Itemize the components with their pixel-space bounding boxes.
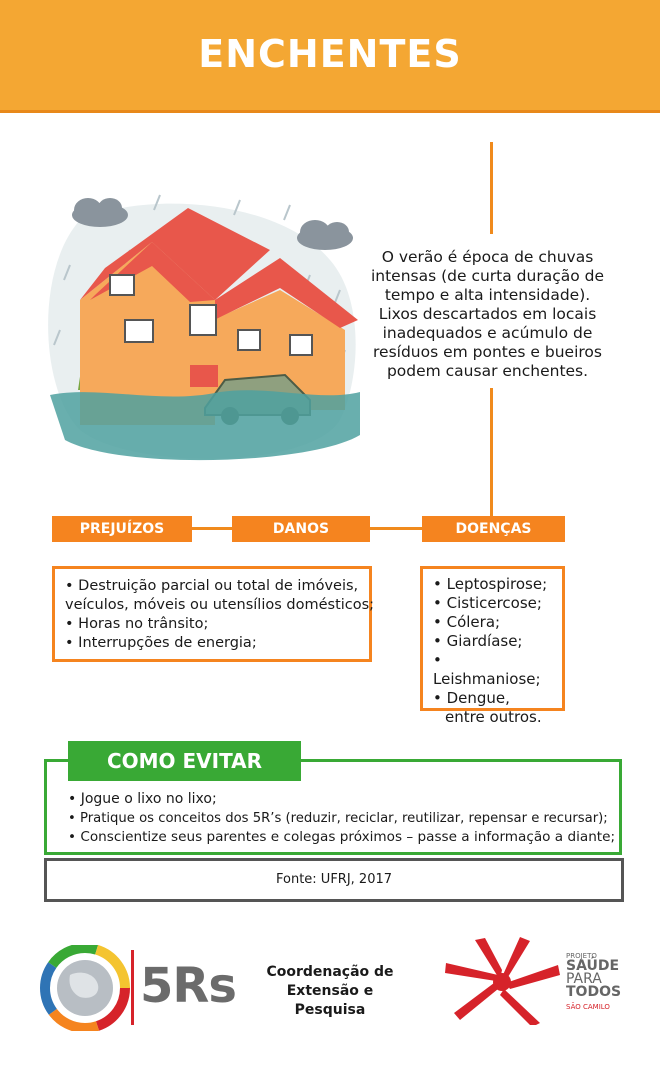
prejuizos-box — [52, 566, 375, 662]
connector-line-left — [192, 527, 232, 530]
logo-sub: SÃO CAMILO — [566, 1003, 610, 1011]
intro-line: O verão é época de chuvas — [381, 248, 594, 266]
globe-5rs-icon — [40, 945, 130, 1031]
prejuizo-item: • Interrupções de energia; — [65, 635, 257, 651]
doenca-item: • Dengue, — [433, 689, 510, 707]
doenca-item: • Cisticercose; — [433, 594, 542, 612]
intro-line: intensas (de curta duração de — [370, 267, 605, 285]
connector-line-right — [370, 527, 422, 530]
intro-paragraph — [360, 248, 615, 381]
intro-line: tempo e alta intensidade). — [384, 286, 591, 304]
coordination-line: Extensão e — [286, 983, 374, 999]
como-evitar-list — [68, 790, 615, 847]
intro-line: podem causar enchentes. — [386, 362, 589, 380]
como-evitar-title: COMO EVITAR — [68, 741, 301, 781]
prejuizo-item: veículos, móveis ou utensílios domésticos; — [65, 597, 375, 613]
connector-line-top — [490, 142, 493, 234]
coordination-line: Pesquisa — [294, 1002, 366, 1018]
flooded-house-illustration — [40, 180, 360, 470]
page-title: ENCHENTES — [198, 32, 462, 76]
intro-line: Lixos descartados em locais — [378, 305, 597, 323]
prejuizo-item: • Destruição parcial ou total de imóveis, — [65, 578, 359, 594]
doenca-item: • Leishmaniose; — [433, 651, 541, 688]
logo-5rs-text: 5Rs — [140, 958, 236, 1014]
source-text: Fonte: UFRJ, 2017 — [275, 872, 393, 887]
logo-line: TODOS — [566, 984, 622, 1000]
doenca-item: entre outros. — [445, 708, 542, 726]
logo-projeto: PROJETO — [566, 952, 597, 960]
saude-para-todos-logo — [566, 952, 621, 1011]
coordination-text — [265, 963, 395, 1020]
prejuizo-item: • Horas no trânsito; — [65, 616, 209, 632]
doencas-box — [420, 566, 565, 726]
coordination-line: Coordenação de — [266, 964, 394, 980]
tag-doencas: DOENÇAS — [422, 516, 565, 542]
intro-line: inadequados e acúmulo de — [382, 324, 593, 342]
como-evitar-item: • Jogue o lixo no lixo; — [68, 791, 217, 807]
hands-logo-icon — [440, 935, 570, 1025]
doenca-item: • Giardíase; — [433, 632, 523, 650]
intro-line: resíduos em pontes e bueiros — [373, 343, 602, 361]
como-evitar-item: • Conscientize seus parentes e colegas próximos – passe a informação a diante; — [68, 829, 616, 845]
connector-line-bottom — [490, 388, 493, 516]
doenca-item: • Leptospirose; — [433, 575, 548, 593]
doenca-item: • Cólera; — [433, 613, 501, 631]
tag-prejuizos: PREJUÍZOS — [52, 516, 192, 542]
como-evitar-item: • Pratique os conceitos dos 5R’s (reduzir, reciclar, reutilizar, repensar e recursar); — [68, 811, 608, 826]
logo-line: SAÚDE — [566, 958, 620, 974]
source-box — [44, 858, 624, 902]
logo-line: PARA — [566, 971, 602, 987]
logo-divider — [131, 950, 134, 1025]
tag-danos-materiais: DANOS MATERIAIS — [232, 516, 370, 542]
